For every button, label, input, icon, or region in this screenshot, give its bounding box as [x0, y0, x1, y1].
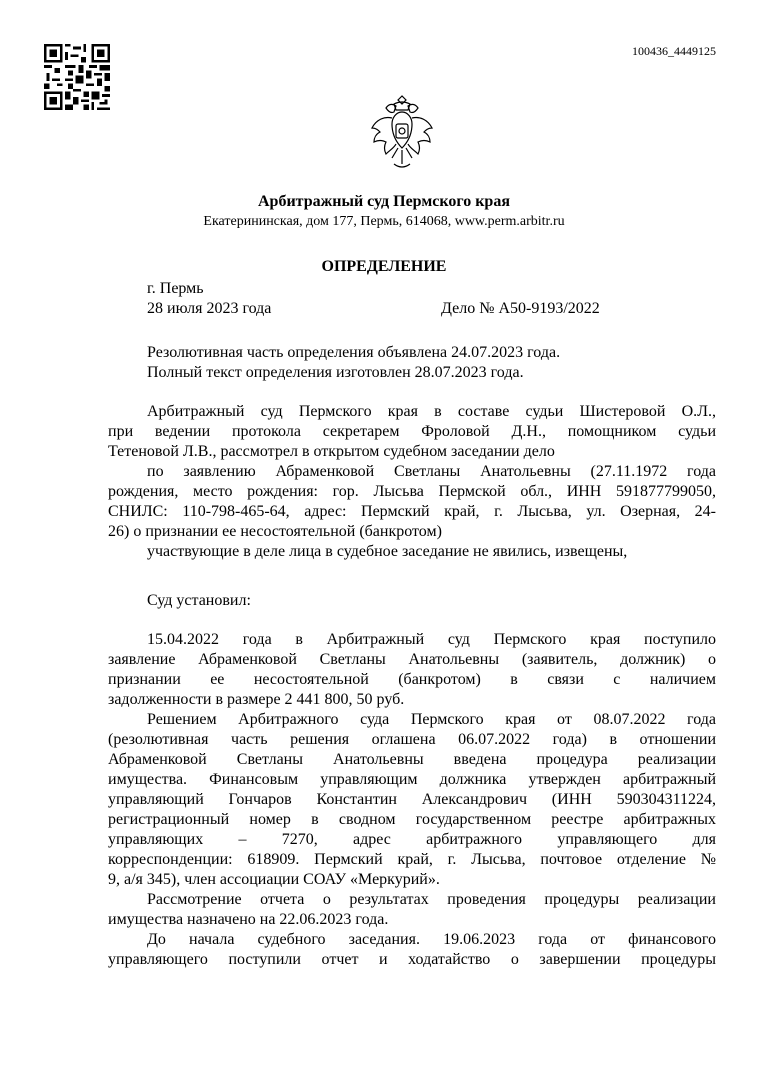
text-line: рождения, место рождения: гор. Лысьва Пермской обл., ИНН 591877799050, [108, 483, 716, 500]
text-line: при ведении протокола секретарем Фроловой Д.Н., помощником судьи [108, 423, 716, 440]
text-line: Решением Арбитражного суда Пермского края от 08.07.2022 года [147, 711, 716, 728]
document-title: ОПРЕДЕЛЕНИЕ [321, 258, 447, 275]
document-date: 28 июля 2023 года [147, 300, 272, 317]
court-address: Екатерининская, дом 177, Пермь, 614068, www.perm.arbitr.ru [203, 214, 565, 229]
text-line: имущества. Финансовым управляющим должника утвержден арбитражный [108, 771, 716, 788]
text-line: Рассмотрение отчета о результатах проведения процедуры реализации [147, 891, 716, 908]
text-line: корреспонденции: 618909. Пермский край, г. Лысьва, почтовое отделение № [108, 851, 716, 868]
text-line: Резолютивная часть определения объявлена 24.07.2023 года. [147, 344, 561, 361]
text-line: Тетеновой Л.В., рассмотрел в открытом судебном заседании дело [108, 443, 555, 460]
text-line: 9, а/я 345), член ассоциации СОАУ «Меркурий». [108, 871, 440, 888]
text-line: Абраменковой Светланы Анатольевны введена процедура реализации [108, 751, 716, 768]
text-line: Арбитражный суд Пермского края в составе судьи Шистеровой О.Л., [147, 403, 716, 420]
text-line: заявление Абраменковой Светланы Анатольевны (заявитель, должник) о [108, 651, 716, 668]
document-id: 100436_4449125 [632, 44, 716, 58]
qr-code [44, 44, 110, 110]
text-line: Полный текст определения изготовлен 28.07.2023 года. [147, 364, 524, 381]
text-line: управляющих – 7270, адрес арбитражного управляющего для [108, 831, 716, 848]
text-line: по заявлению Абраменковой Светланы Анатольевны (27.11.1972 года [147, 463, 716, 480]
document-place: г. Пермь [147, 280, 204, 297]
text-line: СНИЛС: 110-798-465-64, адрес: Пермский край, г. Лысьва, ул. Озерная, 24- [108, 503, 716, 520]
text-line: До начала судебного заседания. 19.06.2023 года от финансового [147, 931, 716, 948]
coat-of-arms-icon [368, 92, 436, 172]
text-line: 15.04.2022 года в Арбитражный суд Пермского края поступило [147, 631, 716, 648]
case-number: Дело № А50-9193/2022 [441, 300, 600, 317]
text-line: регистрационный номер в сводном государственном реестре арбитражных [108, 811, 716, 828]
text-line: (резолютивная часть решения оглашена 06.07.2022 года) в отношении [108, 731, 716, 748]
text-line: управляющего поступили отчет и ходатайство о завершении процедуры [108, 951, 716, 968]
text-line: признании ее несостоятельной (банкротом) в связи с наличием [108, 671, 716, 688]
text-line: управляющий Гончаров Константин Александрович (ИНН 590304311224, [108, 791, 716, 808]
text-line: имущества назначено на 22.06.2023 года. [108, 911, 389, 928]
court-name: Арбитражный суд Пермского края [258, 193, 510, 210]
section-heading: Суд установил: [147, 592, 251, 609]
text-line: задолженности в размере 2 441 800, 50 руб. [108, 691, 405, 708]
text-line: участвующие в деле лица в судебное заседание не явились, извещены, [147, 543, 628, 560]
text-line: 26) о признании ее несостоятельной (банкротом) [108, 523, 442, 540]
